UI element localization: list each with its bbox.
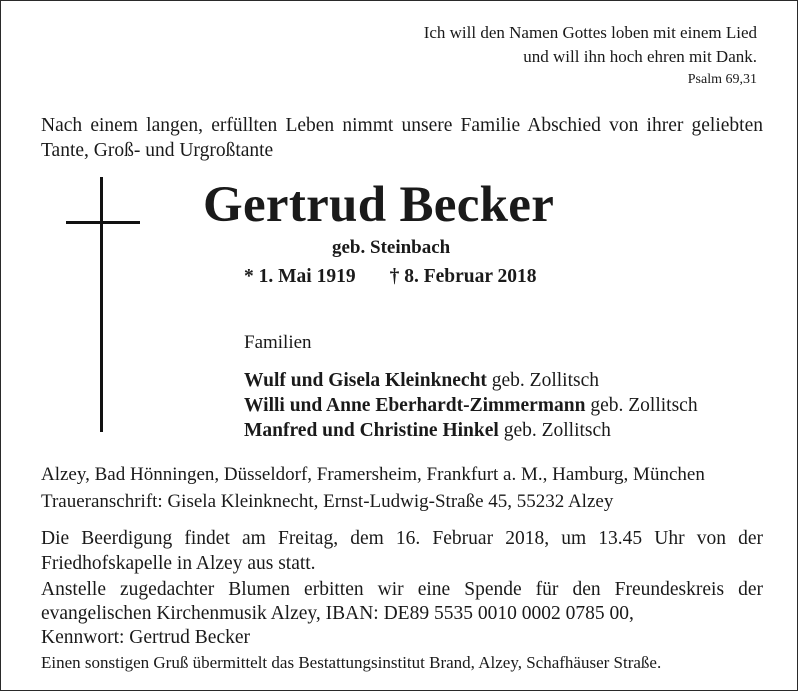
family-maiden: geb. Zollitsch (590, 395, 698, 416)
donation-info (41, 578, 763, 650)
deceased-name: Gertrud Becker (203, 177, 555, 233)
family-names: Manfred und Christine Hinkel (244, 420, 499, 441)
psalm-quote (424, 21, 757, 91)
closing-note: Einen sonstigen Gruß übermittelt das Bestattungsinstitut Brand, Alzey, Schafhäuser Straße. (41, 653, 662, 672)
life-dates (244, 266, 537, 288)
family-maiden: geb. Zollitsch (491, 370, 600, 391)
family-entry (244, 418, 698, 443)
family-names: Willi und Anne Eberhardt-Zimmermann (244, 395, 586, 416)
places-list: Alzey, Bad Hönningen, Düsseldorf, Framersheim, Frankfurt a. M., Hamburg, München (41, 464, 705, 485)
mourning-address: Traueranschrift: Gisela Kleinknecht, Ernst-Ludwig-Straße 45, 55232 Alzey (41, 491, 614, 512)
funeral-info: Die Beerdigung findet am Freitag, dem 16. Februar 2018, um 13.45 Uhr von der Friedhofskapelle in Alzey aus statt. (41, 528, 763, 574)
places-block (41, 461, 765, 515)
family-maiden: geb. Zollitsch (503, 420, 611, 441)
cross-icon (66, 177, 140, 432)
psalm-reference: Psalm 69,31 (687, 72, 757, 87)
family-names: Wulf und Gisela Kleinknecht (244, 370, 487, 391)
maiden-name: geb. Steinbach (332, 237, 451, 258)
family-entry (244, 393, 698, 418)
donation-line-1: Anstelle zugedachter Blumen erbitten wir eine Spende für den Freundeskreis der (41, 579, 763, 600)
death-date: † 8. Februar 2018 (389, 266, 537, 287)
intro-text: Nach einem langen, erfüllten Leben nimmt unsere Familie Abschied von ihrer geliebten Tante, Groß- und Urgroßtante (41, 115, 763, 161)
families-list (244, 368, 698, 443)
donation-line-3: Kennwort: Gertrud Becker (41, 627, 251, 648)
families-label: Familien (244, 332, 312, 353)
birth-date: * 1. Mai 1919 (244, 266, 356, 287)
psalm-line-1: Ich will den Namen Gottes loben mit einem Lied (423, 23, 757, 42)
family-entry (244, 368, 698, 393)
donation-line-2: evangelischen Kirchenmusik Alzey, IBAN: DE89 5535 0010 0002 0785 00, (41, 603, 634, 624)
psalm-line-2: und will ihn hoch ehren mit Dank. (523, 47, 757, 66)
